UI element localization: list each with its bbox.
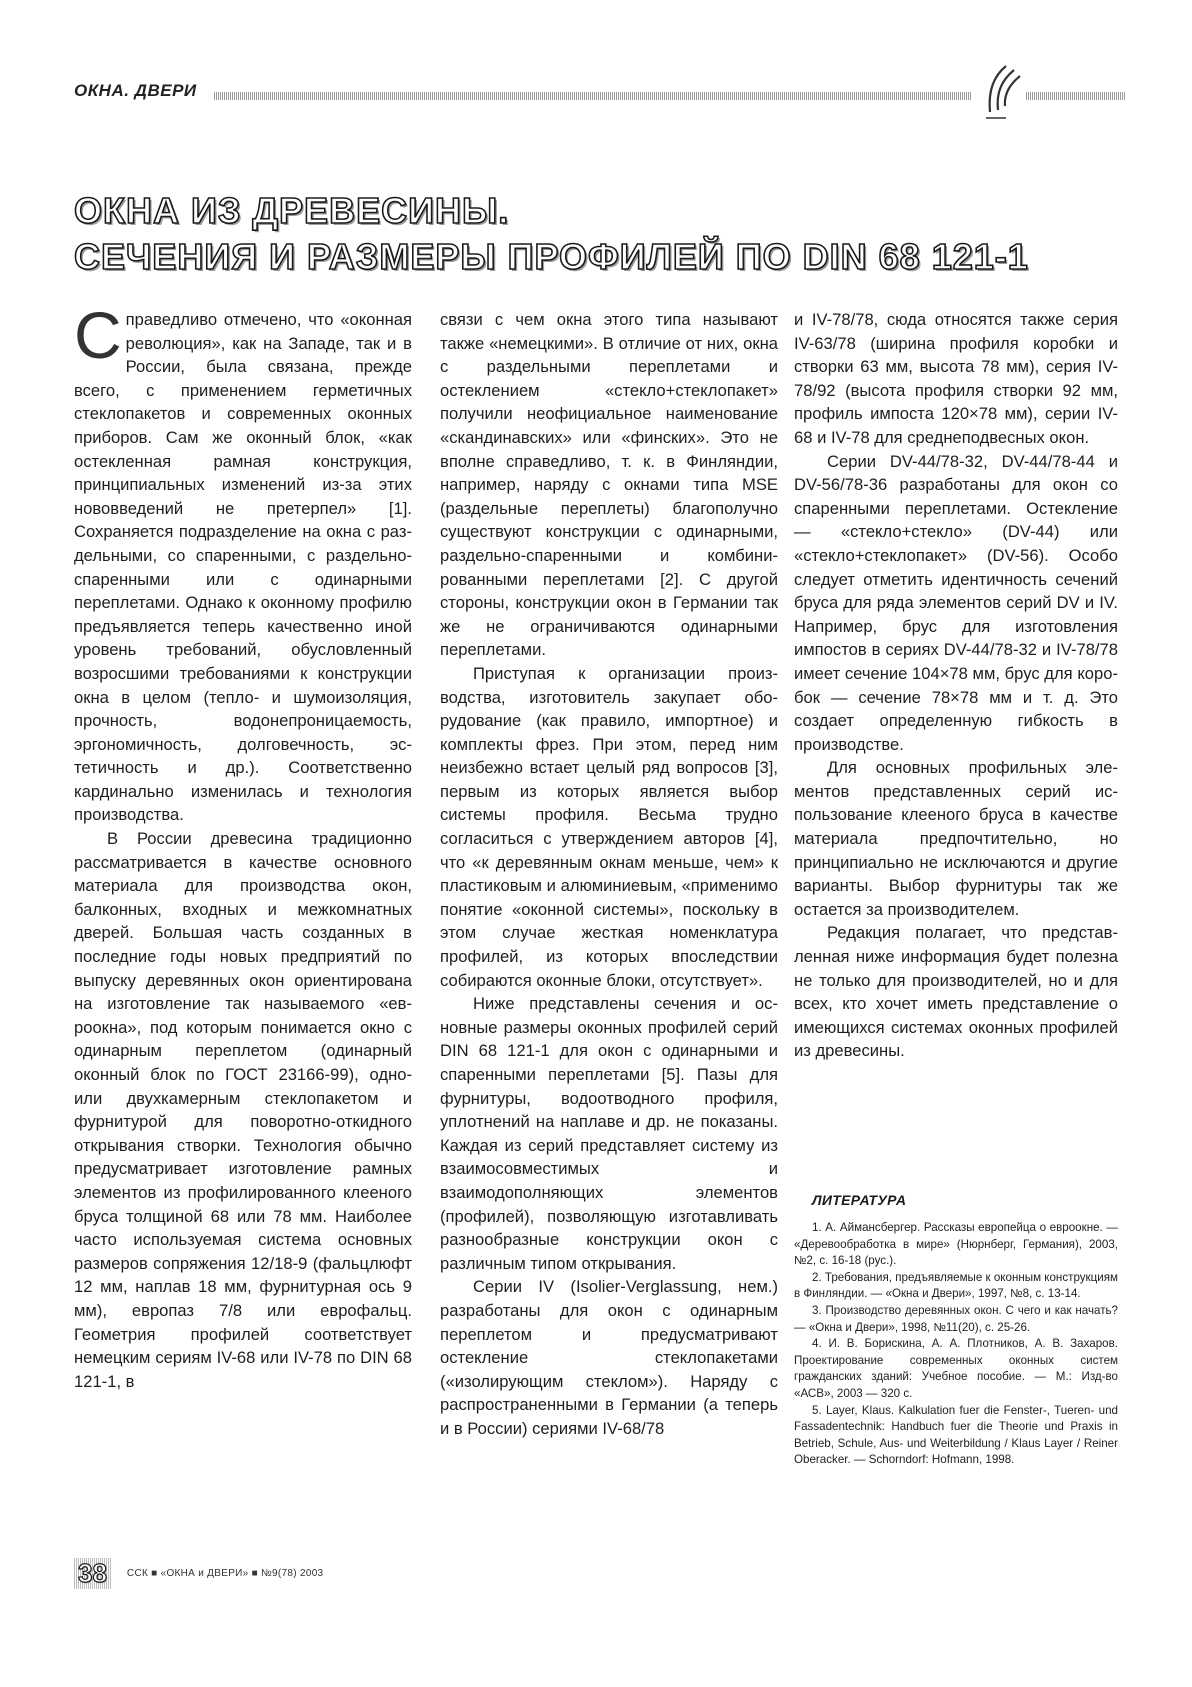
paragraph: Ниже представлены сечения и основные размеры оконных профилей серий DIN 68 121-1 для окон с одинарными и спаренными переплетами [5]. Пазы для фурнитуры, водоотводного профиля, уплотнений на наплаве и др. не показаны. Каждая из серий представляет систему из взаимосовместимых и взаимодополняющих элементов (профилей), позволяющую изготавливать разнообразные конструкции окон с различным типом открывания.: [440, 994, 778, 1273]
reference-item: 2. Требования, предъявляемые к оконным конструкциям в Финляндии. — «Окна и Двери», 1997, №8, с. 13-14.: [794, 1270, 1118, 1301]
paragraph: [74, 298, 412, 827]
drop-cap: С: [74, 298, 122, 372]
page-number: 38: [74, 1558, 111, 1589]
text-column-2: [440, 308, 778, 1441]
paragraph: В России древесина традиционно рассматривается в качестве основного материала для производства окон, балконных, входных и межкомнатных дверей. Большая часть созданных в последние годы новых предприятий по выпуску деревянных окон ориентирована на изготовление так называемого «евроокна», под которым понимается окно с одинарным переплетом (одинарный оконный блок по ГОСТ 23166-99), одно- или двухкамерным стеклопакетом и фурнитурой для поворотно-откидного открывания створки. Технология обычно предусматривает изготовление рамных элементов из профилированного клееного бруса толщиной 68 или 78 мм. Наиболее часто используемая система основных размеров сопряжения 12/18-9 (фальцлюфт 12 мм, наплав 18 мм, фурнитурная ось 9 мм), европаз 7/8 или еврофальц. Геометрия профилей соответствует немецким сериям IV-68 или IV-78 по DIN 68 121-1, в: [74, 829, 412, 1391]
article-title: [74, 188, 1134, 280]
literature-heading: ЛИТЕРАТУРА: [812, 1192, 907, 1208]
reference-item: 3. Производство деревянных окон. С чего и как начать? — «Окна и Двери», 1998, №11(20), с. 25-26.: [794, 1303, 1118, 1334]
paragraph: Редакция полагает, что представленная ниже информация будет полезна не только для производителей, но и для всех, кто хочет иметь представление о имеющихся системах оконных профилей из древесины.: [794, 923, 1118, 1061]
page-footer: [74, 1557, 324, 1588]
title-line-2: СЕЧЕНИЯ И РАЗМЕРЫ ПРОФИЛЕЙ ПО DIN 68 121-1: [74, 236, 1029, 277]
journal-citation: ССК ■ «ОКНА и ДВЕРИ» ■ №9(78) 2003: [126, 1567, 324, 1579]
paragraph: Для основных профильных элементов представленных серий использование клееного бруса в качестве материала предпочтительно, но принципиально не исключаются и другие варианты. Выбор фурнитуры так же остается за производителем.: [794, 758, 1118, 919]
paragraph: и IV-78/78, сюда относятся также серия IV-63/78 (ширина профиля коробки и створки 63 мм, высота 78 мм), серия IV-78/92 (высота профиля створки 92 мм, профиль импоста 120×78 мм), серии IV-68 и IV-78 для среднеподвесных окон.: [794, 310, 1118, 447]
reference-list: [794, 1220, 1118, 1469]
reference-item: 1. А. Аймансбергер. Рассказы европейца о евроокне. — «Деревообработка в мире» (Нюрнберг, Германия), 2003, №2, с. 16-18 (рус.).: [794, 1221, 1118, 1268]
paragraph: связи с чем окна этого типа называют также «немецкими». В отличие от них, окна с раздельными переплетами и остеклением «стекло+стеклопакет» получили неофициальное наименование «скандинавских» или «финских». Это не вполне справедливо, т. к. в Финляндии, например, наряду с окнами типа MSE (раздельные переплеты) благополучно существуют конструкции с одинарными, раздельно-спаренными и комбинированными переплетами [2]. С другой стороны, конструкции окон в Германии так же не ограничиваются одинарными переплетами.: [440, 310, 778, 660]
text-column-3: [794, 308, 1118, 1063]
section-rubric: ОКНА. ДВЕРИ: [74, 81, 197, 100]
paragraph: Приступая к организации производства, изготовитель закупает оборудование (как правило, импортное) и комплекты фрез. При этом, перед ним неизбежно встает целый ряд вопросов [3], первым из которых является выбор системы профиля. Весьма трудно согласиться с утверждением авторов [4], что «к деревянным окнам меньше, чем» к пластиковым и алюминиевым, «применимо понятие «оконной системы», поскольку в этом случае жесткая номенклатура профилей, из которых впоследствии собираются оконные блоки, отсутствует».: [440, 663, 778, 990]
reference-item: 4. И. В. Борискина, А. А. Плотников, А. В. Захаров. Проектирование современных оконных систем гражданских зданий: Учебное пособие. — М.: Изд-во «АСВ», 2003 — 320 с.: [794, 1337, 1118, 1400]
paragraph-text: праведливо отмечено, что «оконная революция», как на Западе, так и в России, была связана, прежде всего, с применением герметичных стеклопакетов и современных оконных приборов. Сам же оконный блок, «как остекленная рамная конструкция, принципиальных изменений из-за этих нововведений не претерпел» [1]. Сохраняется подразделение на окна с раздельными, со спаренными, с раздельно-спаренными или с одинарными переплетами. Однако к оконному профилю предъявляется теперь качественно иной уровень требований, обусловленный возросшими требованиями к конструкции окна в целом (тепло- и шумоизоляция, прочность, водонепроницаемость, эргономичность, долговечность, эстетичность и др.). Соответственно кардинально изменилась и технология производства.: [74, 310, 412, 825]
journal-logo-icon: [976, 62, 1022, 122]
title-line-1: ОКНА ИЗ ДРЕВЕСИНЫ.: [74, 190, 510, 231]
text-column-1: [74, 298, 412, 1393]
paragraph: Серии IV (Isolier-Verglassung, нем.) разработаны для окон с одинарным переплетом и предусматривают остекление стеклопакетами («изолирующим стеклом»). Наряду с распространенными в Германии (а теперь и в России) сериями IV-68/78: [440, 1277, 778, 1438]
paragraph: Серии DV-44/78-32, DV-44/78-44 и DV-56/78-36 разработаны для окон со спаренными переплетами. Остекление — «стекло+стекло» (DV-44) или «стекло+стеклопакет» (DV-56). Особо следует отметить идентичность сечений бруса для ряда элементов серий DV и IV. Например, брус для изготовления импостов в сериях DV-44/78-32 и IV-78/78 имеет сечение 104×78 мм, брус для коробок — сечение 78×78 мм и т. д. Это создает определенную гибкость в производстве.: [794, 451, 1118, 754]
reference-item: 5. Layer, Klaus. Kalkulation fuer die Fenster-, Tueren- und Fassadentechnik: Handbuch fuer die Theorie und Praxis in Betrieb, Schule, Aus- und Weiterbildung / Klaus Layer / Reiner Oberacker. — Schorndorf: Hofmann, 1998.: [794, 1403, 1118, 1467]
rubric-hatch-line: [214, 92, 971, 100]
rubric-hatch-line-right: [1026, 92, 1126, 100]
